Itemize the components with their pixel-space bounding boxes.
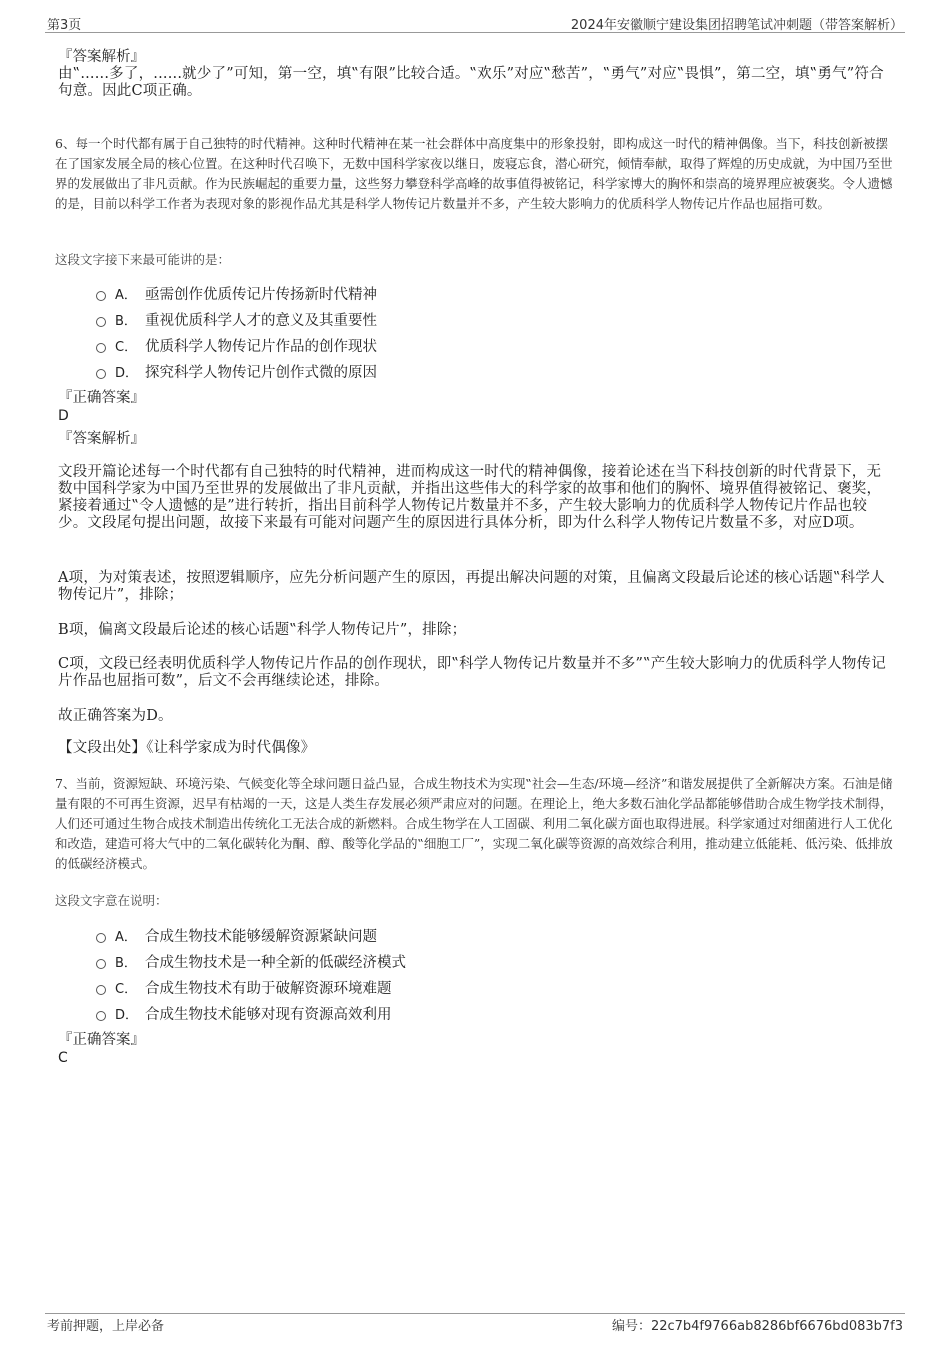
- radio-icon[interactable]: [96, 343, 106, 353]
- radio-icon[interactable]: [96, 1011, 106, 1021]
- option-letter: A．: [115, 287, 137, 303]
- question-6-prompt: 这段文字接下来最可能讲的是：: [55, 252, 231, 267]
- option-text: 合成生物技术能够缓解资源紧缺问题: [145, 928, 377, 945]
- question-7-text: 7、当前，资源短缺、环境污染、气候变化等全球问题日益凸显，合成生物技术为实现‟社会—生态/环境—经济”和谐发展提供了全新解决方案。石油是储量有限的不可再生资源，迟早有枯竭的一天，这是人类生存发展必须严肃应对的问题。在理论上，绝大多数石油化学品都能够借助合成生物学技术制得，人们还可通过生物合成技术制造出传统化工无法合成的新燃料。合成生物学在人工固碳、利用二氧化碳方面也取得进展。科学家通过对细菌进行人工优化和改造，建造可将大气中的二氧化碳转化为酮、醇、酸等化学品的‟细胞工厂”，实现二氧化碳等资源的高效综合利用，推动建立低能耗、低污染、低排放的低碳经济模式。: [55, 776, 893, 871]
- question-7-options: [96, 922, 596, 1026]
- option-text: 优质科学人物传记片作品的创作现状: [145, 338, 377, 355]
- option-text: 重视优质科学人才的意义及其重要性: [145, 312, 377, 329]
- option-letter: D．: [115, 1007, 139, 1023]
- radio-icon[interactable]: [96, 369, 106, 379]
- radio-icon[interactable]: [96, 959, 106, 969]
- question-6-analysis-title: 『答案解析』: [58, 431, 145, 447]
- option-a[interactable]: [96, 280, 596, 306]
- intro-analysis-title: 『答案解析』: [58, 49, 145, 65]
- question-7-answer-title: 『正确答案』: [58, 1032, 145, 1048]
- option-a[interactable]: [96, 922, 596, 948]
- page-header: [45, 12, 905, 33]
- option-d[interactable]: [96, 358, 596, 384]
- option-letter: D．: [115, 365, 139, 381]
- question-6-conclusion: 故正确答案为D。: [58, 708, 173, 724]
- question-6-text: 6、每一个时代都有属于自己独特的时代精神。这种时代精神在某一社会群体中高度集中的形象投射，即构成这一时代的精神偶像。当下，科技创新被摆在了国家发展全局的核心位置。在这种时代召唤下，无数中国科学家夜以继日，废寝忘食，潜心研究，倾情奉献，取得了辉煌的历史成就，为中国乃至世界的发展做出了非凡贡献。作为民族崛起的重要力量，这些努力攀登科学高峰的故事值得被铭记，科学家博大的胸怀和崇高的境界理应被褒奖。令人遗憾的是，目前以科学工作者为表现对象的影视作品尤其是科学人物传记片数量并不多，产生较大影响力的优质科学人物传记片作品也屈指可数。: [55, 136, 893, 211]
- option-letter: B．: [115, 313, 137, 329]
- footer-slogan: 考前押题，上岸必备: [47, 1319, 165, 1334]
- option-text: 探究科学人物传记片创作式微的原因: [145, 364, 377, 381]
- option-text: 亟需创作优质传记片传扬新时代精神: [145, 286, 377, 303]
- option-c[interactable]: [96, 332, 596, 358]
- option-text: 合成生物技术是一种全新的低碳经济模式: [145, 954, 406, 971]
- option-b[interactable]: [96, 948, 596, 974]
- radio-icon[interactable]: [96, 291, 106, 301]
- radio-icon[interactable]: [96, 317, 106, 327]
- radio-icon[interactable]: [96, 985, 106, 995]
- page-footer: [45, 1313, 905, 1332]
- option-text: 合成生物技术能够对现有资源高效利用: [145, 1006, 392, 1023]
- option-b[interactable]: [96, 306, 596, 332]
- question-6-analysis-b: B项，偏离文段最后论述的核心话题‟科学人物传记片”，排除；: [58, 622, 467, 638]
- document-title: 2024年安徽顺宁建设集团招聘笔试冲刺题（带答案解析）: [570, 18, 903, 33]
- question-6-options: [96, 280, 596, 384]
- intro-analysis-text: 由‟......多了，......就少了”可知，第一空，填‟有限”比较合适。‟欢乐”对应‟愁苦”，‟勇气”对应‟畏惧”，第二空，填‟勇气”符合句意。因此C项正确。: [58, 66, 884, 99]
- option-text: 合成生物技术有助于破解资源环境难题: [145, 980, 392, 997]
- question-6-analysis-a: A项，为对策表述，按照逻辑顺序，应先分析问题产生的原因，再提出解决问题的对策，且偏离文段最后论述的核心话题‟科学人物传记片”，排除；: [58, 570, 885, 603]
- option-letter: C．: [115, 981, 138, 997]
- question-7-answer: C: [58, 1050, 68, 1066]
- question-6-source: 【文段出处】《让科学家成为时代偶像》: [58, 740, 316, 756]
- option-letter: C．: [115, 339, 138, 355]
- question-6-answer-title: 『正确答案』: [58, 390, 145, 406]
- page-number: 第3页: [47, 18, 82, 33]
- question-6-answer: D: [58, 408, 69, 424]
- option-letter: A．: [115, 929, 137, 945]
- radio-icon[interactable]: [96, 933, 106, 943]
- option-letter: B．: [115, 955, 137, 971]
- option-c[interactable]: [96, 974, 596, 1000]
- question-7-prompt: 这段文字意在说明：: [55, 893, 168, 908]
- question-6-analysis-c: C项，文段已经表明优质科学人物传记片作品的创作现状，即‟科学人物传记片数量并不多”‟产生较大影响力的优质科学人物传记片作品也屈指可数”，后文不会再继续论述，排除。: [58, 656, 886, 689]
- document-id: 编号：22c7b4f9766ab8286bf6676bd083b7f3: [611, 1319, 903, 1334]
- question-6-analysis-main: 文段开篇论述每一个时代都有自己独特的时代精神，进而构成这一时代的精神偶像，接着论述在当下科技创新的时代背景下，无数中国科学家为中国乃至世界的发展做出了非凡贡献，并指出这些伟大的科学家的故事和他们的胸怀、境界值得被铭记、褒奖，紧接着通过‟令人遗憾的是”进行转折，指出目前科学人物传记片数量并不多，产生较大影响力的优质科学人物传记片作品也较少。文段尾句提出问题，故接下来最有可能对问题产生的原因进行具体分析，即为什么科学人物传记片数量不多，对应D项。: [58, 464, 882, 531]
- option-d[interactable]: [96, 1000, 596, 1026]
